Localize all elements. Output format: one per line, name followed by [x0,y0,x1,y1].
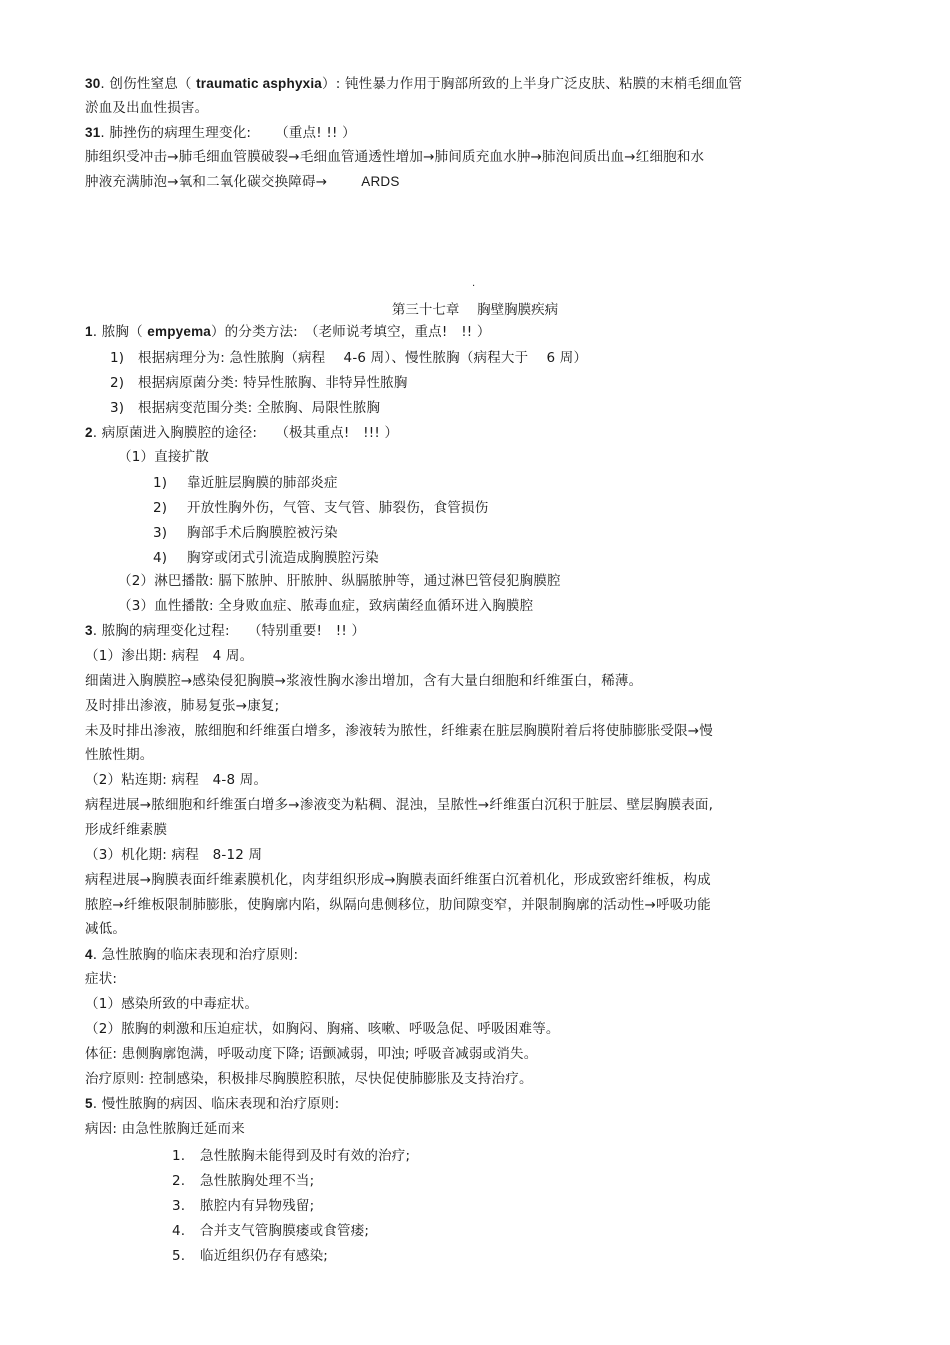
s2-direct: （1）直接扩散 [118,449,209,465]
chapter-title: 第三十七章 胸壁胸膜疾病 [391,302,559,318]
list-item: 3) 胸部手术后胸膜腔被污染 [153,525,338,541]
list-item: 4) 胸穿或闭式引流造成胸膜腔污染 [153,550,379,566]
list-item: 1) 靠近脏层胸膜的肺部炎症 [153,475,338,491]
s4-heading: 4. 急性脓胸的临床表现和治疗原则: [85,947,299,963]
list-item: 3) 根据病变范围分类: 全脓胸、局限性脓胸 [110,400,381,416]
s3-p3c: 减低。 [85,921,127,937]
list-item: 1) 根据病理分为: 急性脓胸（病程 4-6 周）、慢性脓胸（病程大于 6 周） [110,350,588,366]
q31-line1: 肺组织受冲击→肺毛细血管膜破裂→毛细血管通透性增加→肺间质充血水肿→肺泡间质出血→红细胞和水 [85,149,705,165]
s4-symptoms: 症状: [85,971,118,987]
s4-sy1: （1）感染所致的中毒症状。 [85,996,259,1012]
s4-treatment: 治疗原则: 控制感染，积极排尽胸膜腔积脓，尽快促使肺膨胀及支持治疗。 [85,1071,533,1087]
list-item: 2) 根据病原菌分类: 特异性脓胸、非特异性脓胸 [110,375,408,391]
q31-heading: 31. 肺挫伤的病理生理变化: （重点! !! ） [85,125,356,141]
s3-heading: 3. 脓胸的病理变化过程: （特别重要! !! ） [85,623,366,639]
s2-blood: （3）血性播散: 全身败血症、脓毒血症，致病菌经血循环进入胸膜腔 [118,598,534,614]
q31-line2: 肿液充满肺泡→氧和二氧化碳交换障碍→ ARDS [85,174,400,190]
q30-line1: 30. 创伤性窒息（ traumatic asphyxia）: 钝性暴力作用于胸部所致的上半身广泛皮肤、粘膜的末梢毛细血管 [85,76,743,92]
s3-p1: （1）渗出期: 病程 4 周。 [85,648,254,664]
s3-p2a: 病程进展→脓细胞和纤维蛋白增多→渗液变为粘稠、混浊，呈脓性→纤维蛋白沉积于脏层、壁层胸膜表面, [85,797,714,813]
s3-p2b: 形成纤维素膜 [85,822,168,838]
s4-signs: 体征: 患侧胸廓饱满，呼吸动度下降; 语颤减弱，叩浊; 呼吸音减弱或消失。 [85,1046,538,1062]
s2-heading: 2. 病原菌进入胸膜腔的途径: （极其重点! !!! ） [85,425,399,441]
s4-sy2: （2）脓胸的刺激和压迫症状，如胸闷、胸痛、咳嗽、呼吸急促、呼吸困难等。 [85,1021,560,1037]
list-item: 1. 急性脓胸未能得到及时有效的治疗; [172,1148,411,1164]
s3-p1c: 未及时排出渗液，脓细胞和纤维蛋白增多，渗液转为脓性，纤维素在脏层胸膜附着后将使肺膨胀受限→慢 [85,723,714,739]
s3-p1a: 细菌进入胸膜腔→感染侵犯胸膜→浆液性胸水渗出增加，含有大量白细胞和纤维蛋白，稀薄。 [85,673,643,689]
s3-p1d: 性脓性期。 [85,747,154,763]
s1-heading: 1. 脓胸（ empyema）的分类方法: （老师说考填空，重点! !! ） [85,324,491,340]
q30-english-term: traumatic asphyxia [196,76,323,91]
list-item: 3. 脓腔内有异物残留; [172,1198,315,1214]
s2-lymph: （2）淋巴播散: 膈下脓肿、肝脓肿、纵膈脓肿等，通过淋巴管侵犯胸膜腔 [118,573,561,589]
q30-line2: 淤血及出血性损害。 [85,100,209,116]
s5-heading: 5. 慢性脓胸的病因、临床表现和治疗原则: [85,1096,340,1112]
list-item: 4. 合并支气管胸膜瘘或食管瘘; [172,1223,370,1239]
s3-p3a: 病程进展→胸膜表面纤维素膜机化，肉芽组织形成→胸膜表面纤维蛋白沉着机化，形成致密纤维板，构成 [85,872,711,888]
list-item: 5. 临近组织仍存有感染; [172,1248,329,1264]
s5-cause: 病因: 由急性脓胸迁延而来 [85,1121,245,1137]
list-item: 2. 急性脓胸处理不当; [172,1173,315,1189]
s3-p3b: 脓腔→纤维板限制肺膨胀，使胸廓内陷，纵隔向患侧移位，肋间隙变窄，并限制胸廓的活动性→呼吸功能 [85,897,711,913]
s3-p1b: 及时排出渗液，肺易复张→康复; [85,698,280,714]
s3-p3: （3）机化期: 病程 8-12 周 [85,847,263,863]
divider-dot: . [472,278,476,289]
q30-number: 30 [85,76,101,91]
s3-p2: （2）粘连期: 病程 4-8 周。 [85,772,268,788]
list-item: 2) 开放性胸外伤，气管、支气管、肺裂伤，食管损伤 [153,500,489,516]
